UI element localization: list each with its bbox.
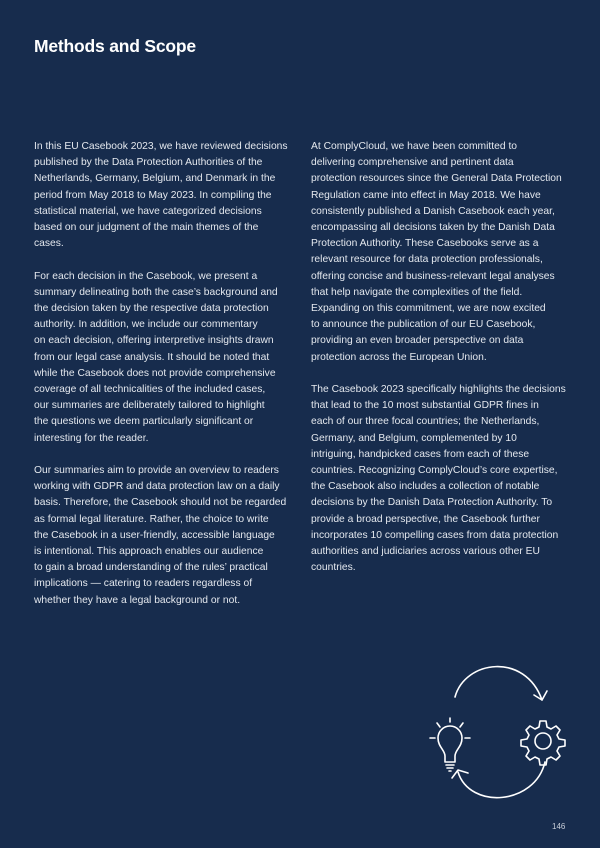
- text-line: period from May 2018 to May 2023. In compiling the: [34, 189, 272, 201]
- text-line: Expanding on this commitment, we are now excited: [311, 303, 546, 315]
- text-line: basis. Therefore, the Casebook should not be regarded: [34, 497, 287, 509]
- text-line: that lead to the 10 most substantial GDPR fines in: [311, 400, 539, 412]
- idea-to-process-cycle-illustration: [410, 660, 590, 810]
- text-line: each of our three focal countries; the Netherlands,: [311, 416, 540, 428]
- text-line: implications — catering to readers regardless of: [34, 578, 253, 590]
- text-line: provide a broad perspective, the Casebook further: [311, 513, 540, 525]
- text-line: authority. In addition, we include our commentary: [34, 319, 258, 331]
- text-line: For each decision in the Casebook, we present a: [34, 270, 258, 282]
- text-line: Netherlands, Germany, Belgium, and Denmark in the: [34, 173, 276, 185]
- text-line: interesting for the reader.: [34, 432, 149, 444]
- left-column: [34, 139, 299, 625]
- text-line: our summaries are deliberately tailored to highlight: [34, 400, 265, 412]
- text-line: the decision taken by the respective data protection: [34, 303, 269, 315]
- text-line: consistently published a Danish Casebook each year,: [311, 205, 555, 217]
- text-line: as formal legal literature. Rather, the choice to write: [34, 513, 269, 525]
- text-line: delivering comprehensive and pertinent data: [311, 157, 514, 169]
- text-line: relevant resource for data protection professionals,: [311, 254, 543, 266]
- text-line: decisions by the Danish Data Protection Authority. To: [311, 497, 553, 509]
- text-line: to announce the publication of our EU Casebook,: [311, 319, 536, 331]
- lightbulb-icon: [430, 718, 470, 771]
- text-line: coverage of all technicalities of the included cases,: [34, 384, 266, 396]
- text-line: At ComplyCloud, we have been committed to: [311, 141, 518, 152]
- text-line: offering concise and business-relevant legal analyses: [311, 270, 555, 282]
- text-line: based on our judgment of the main themes of the: [34, 222, 259, 234]
- text-line: countries. Recognizing ComplyCloud’s core expertise,: [311, 465, 558, 477]
- text-line: to gain a broad understanding of the rules’ practical: [34, 562, 268, 574]
- text-line: countries.: [311, 562, 356, 574]
- text-line: working with GDPR and data protection law on a daily: [34, 481, 280, 493]
- text-line: while the Casebook does not provide comprehensive: [34, 367, 276, 379]
- text-line: summary delineating both the case’s background and: [34, 286, 278, 298]
- text-line: cases.: [34, 238, 64, 250]
- text-line: published by the Data Protection Authorities of the: [34, 157, 263, 169]
- text-line: providing an even broader perspective on data: [311, 335, 524, 347]
- cycle-arrow-bottom-icon: [452, 762, 545, 798]
- text-line: is intentional. This approach enables our audience: [34, 546, 264, 558]
- text-line: the Casebook also includes a collection of notable: [311, 481, 540, 493]
- text-line: that help navigate the complexities of the field.: [311, 286, 523, 298]
- text-line: Regulation came into effect in May 2018. We have: [311, 189, 541, 201]
- right-column: [311, 139, 571, 593]
- text-line: In this EU Casebook 2023, we have reviewed decisions: [34, 141, 288, 152]
- text-line: statistical material, we have categorized decisions: [34, 205, 262, 217]
- text-line: on each decision, offering interpretive insights drawn: [34, 335, 274, 347]
- text-line: protection across the European Union.: [311, 351, 487, 363]
- text-line: the Casebook in a user-friendly, accessible language: [34, 529, 275, 541]
- text-line: incorporates 10 compelling cases from data protection: [311, 529, 559, 541]
- cycle-arrow-top-icon: [455, 667, 547, 700]
- text-line: encompassing all decisions taken by the Danish Data: [311, 222, 555, 234]
- text-line: from our legal case analysis. It should be noted that: [34, 351, 270, 363]
- text-line: authorities and judiciaries across various other EU: [311, 546, 540, 558]
- gear-icon: [521, 721, 565, 765]
- page-title: Methods and Scope: [34, 36, 196, 56]
- page-number: 146: [552, 822, 566, 831]
- text-line: Protection Authority. These Casebooks serve as a: [311, 238, 539, 250]
- text-line: Our summaries aim to provide an overview to readers: [34, 465, 279, 477]
- text-line: Germany, and Belgium, complemented by 10: [311, 432, 517, 444]
- text-line: protection resources since the General Data Protection: [311, 173, 562, 185]
- paragraph: [34, 269, 299, 447]
- paragraph: [311, 139, 571, 366]
- text-line: The Casebook 2023 specifically highlights the decisions: [311, 384, 566, 396]
- text-line: intriguing, handpicked cases from each of these: [311, 448, 530, 460]
- text-line: whether they have a legal background or not.: [34, 594, 241, 606]
- paragraph: [34, 463, 299, 609]
- text-line: the questions we deem particularly significant or: [34, 416, 254, 428]
- paragraph: [311, 382, 571, 576]
- paragraph: [34, 139, 299, 252]
